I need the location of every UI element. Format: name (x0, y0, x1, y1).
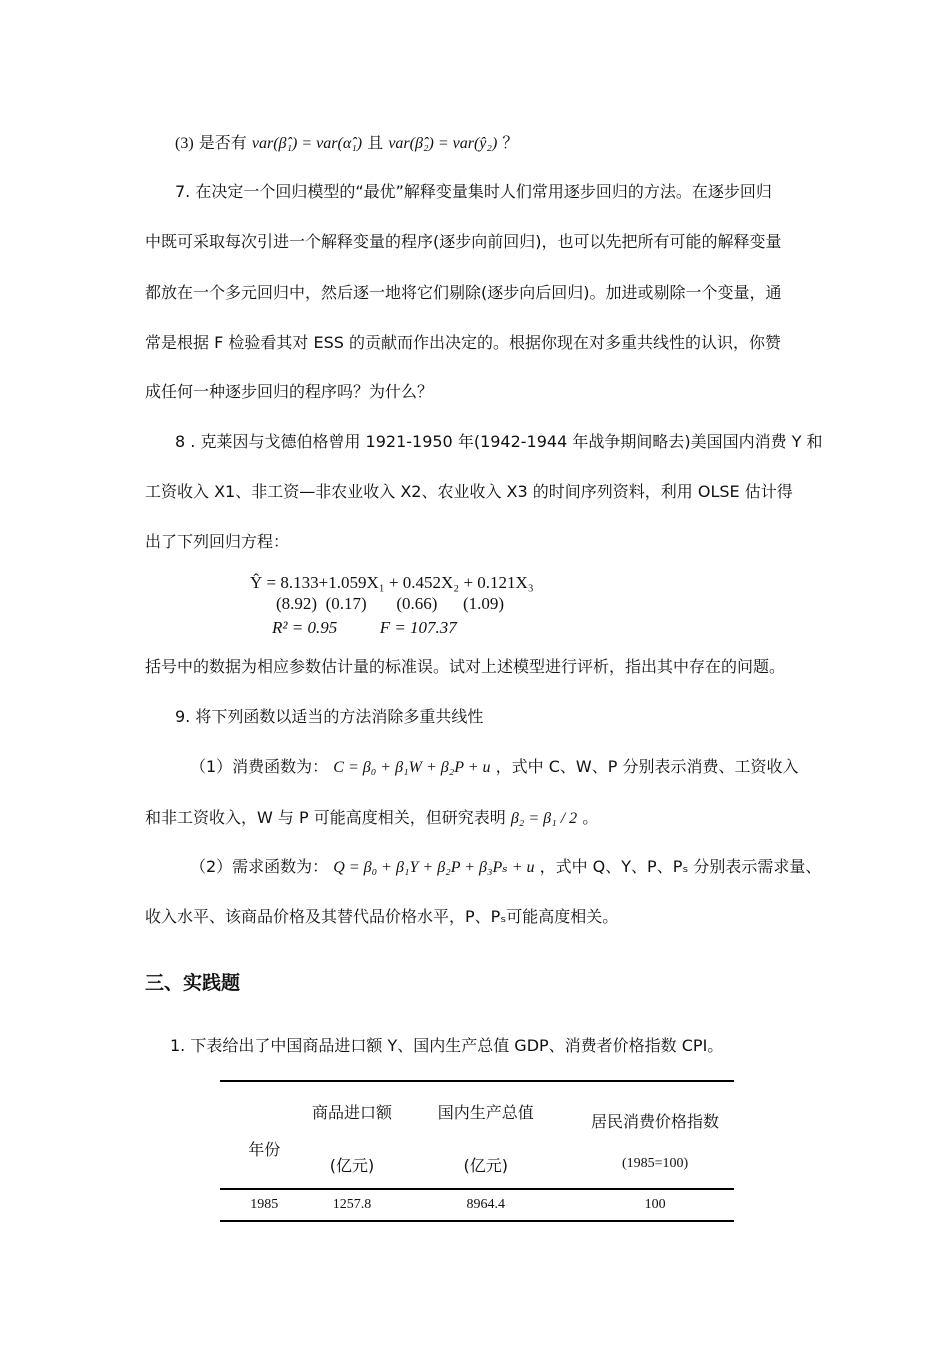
q3-expr1: var(β̂₁) = var(α̂₁) (251, 135, 363, 152)
section3-q1: 1. 下表给出了中国商品进口额 Y、国内生产总值 GDP、消费者价格指数 CPI。 (170, 1036, 724, 1055)
header-year: 年份 (248, 1140, 281, 1159)
q9-p1-desc: ，式中 C、W、P 分别表示消费、工资收入 (495, 757, 799, 776)
q9-p1-label: （1）消费函数为： (190, 757, 329, 776)
q3-text-b: 且 (367, 133, 384, 152)
q9-p1-equation: C = β₀ + β₁W + β₂P + u (333, 759, 491, 776)
q9-title: 9. 将下列函数以适当的方法消除多重共线性 (175, 707, 484, 726)
q8-line-2: 工资收入 X1、非工资—非农业收入 X2、农业收入 X3 的时间序列资料，利用 OLSE 估计得 (145, 482, 793, 501)
question-3 (175, 133, 518, 154)
cell-cpi: 100 (644, 1197, 666, 1212)
cell-gdp: 8964.4 (466, 1197, 506, 1212)
table-header-row-1 (220, 1081, 734, 1140)
q7-line-1: 7. 在决定一个回归模型的“最优”解释变量集时人们常用逐步回归的方法。在逐步回归 (175, 182, 772, 201)
q9-p1-line2-text: 和非工资收入，W 与 P 可能高度相关，但研究表明 (145, 808, 506, 827)
header-cpi-unit: (1985=100) (621, 1156, 689, 1171)
cell-year: 1985 (250, 1197, 279, 1212)
header-import-unit: (亿元) (329, 1155, 375, 1175)
q8-r-squared (272, 618, 457, 638)
q8-line-3: 出了下列回归方程： (145, 532, 290, 551)
q3-expr2: var(β̂₂) = var(ŷ₂) (388, 135, 498, 152)
q8-line-1: 8 . 克莱因与戈德伯格曾用 1921-1950 年(1942-1944 年战争期间略去)美国国内消费 Y 和 (175, 432, 823, 451)
cell-import: 1257.8 (332, 1197, 372, 1212)
q9-p2-equation: Q = β₀ + β₁Y + β₂P + β₃Pₛ + u (333, 859, 535, 876)
header-gdp-unit: (亿元) (463, 1155, 509, 1175)
q7-line-2: 中既可采取每次引进一个解释变量的程序(逐步向前回归)，也可以先把所有可能的解释变量 (145, 232, 782, 251)
q9-p1-line2-end: 。 (582, 808, 599, 827)
q9-part2-line1 (190, 857, 821, 878)
q9-part2-line2: 收入水平、该商品价格及其替代品价格水平，P、Pₛ可能高度相关。 (145, 907, 619, 926)
q9-p1-constraint: β₂ = β₁ / 2 (510, 810, 578, 827)
q3-text-a: 是否有 (198, 133, 247, 152)
q9-p2-label: （2）需求函数为： (190, 857, 329, 876)
q8-r2-value: R² = 0.95 (272, 618, 338, 637)
data-table (220, 1080, 734, 1222)
q3-prefix: (3) (175, 135, 194, 152)
q7-line-4: 常是根据 F 检验看其对 ESS 的贡献而作出决定的。根据你现在对多重共线性的认识，你赞 (145, 333, 781, 352)
q8-line-4: 括号中的数据为相应参数估计量的标准误。试对上述模型进行评析，指出其中存在的问题。 (145, 657, 786, 676)
q7-line-5: 成任何一种逐步回归的程序吗？为什么？ (145, 382, 434, 401)
q8-regression-equation: Ŷ = 8.133+1.059X₁ + 0.452X₂ + 0.121X₃ (250, 573, 534, 592)
header-import: 商品进口额 (312, 1102, 393, 1122)
q9-part1-line2 (145, 808, 598, 829)
q8-standard-errors: (8.92) (0.17) (0.66) (1.09) (276, 594, 505, 613)
header-cpi: 居民消费价格指数 (591, 1112, 720, 1131)
q9-p2-desc: ，式中 Q、Y、P、Pₛ 分别表示需求量、 (539, 857, 822, 876)
q7-line-3: 都放在一个多元回归中，然后逐一地将它们剔除(逐步向后回归)。加进或剔除一个变量，通 (145, 283, 782, 302)
header-gdp: 国内生产总值 (437, 1102, 534, 1122)
section-heading: 三、实践题 (145, 972, 241, 994)
table-row (220, 1189, 734, 1221)
q3-suffix: ？ (502, 133, 519, 152)
q9-part1-line1 (190, 757, 798, 778)
q8-f-value: F = 107.37 (379, 618, 457, 637)
